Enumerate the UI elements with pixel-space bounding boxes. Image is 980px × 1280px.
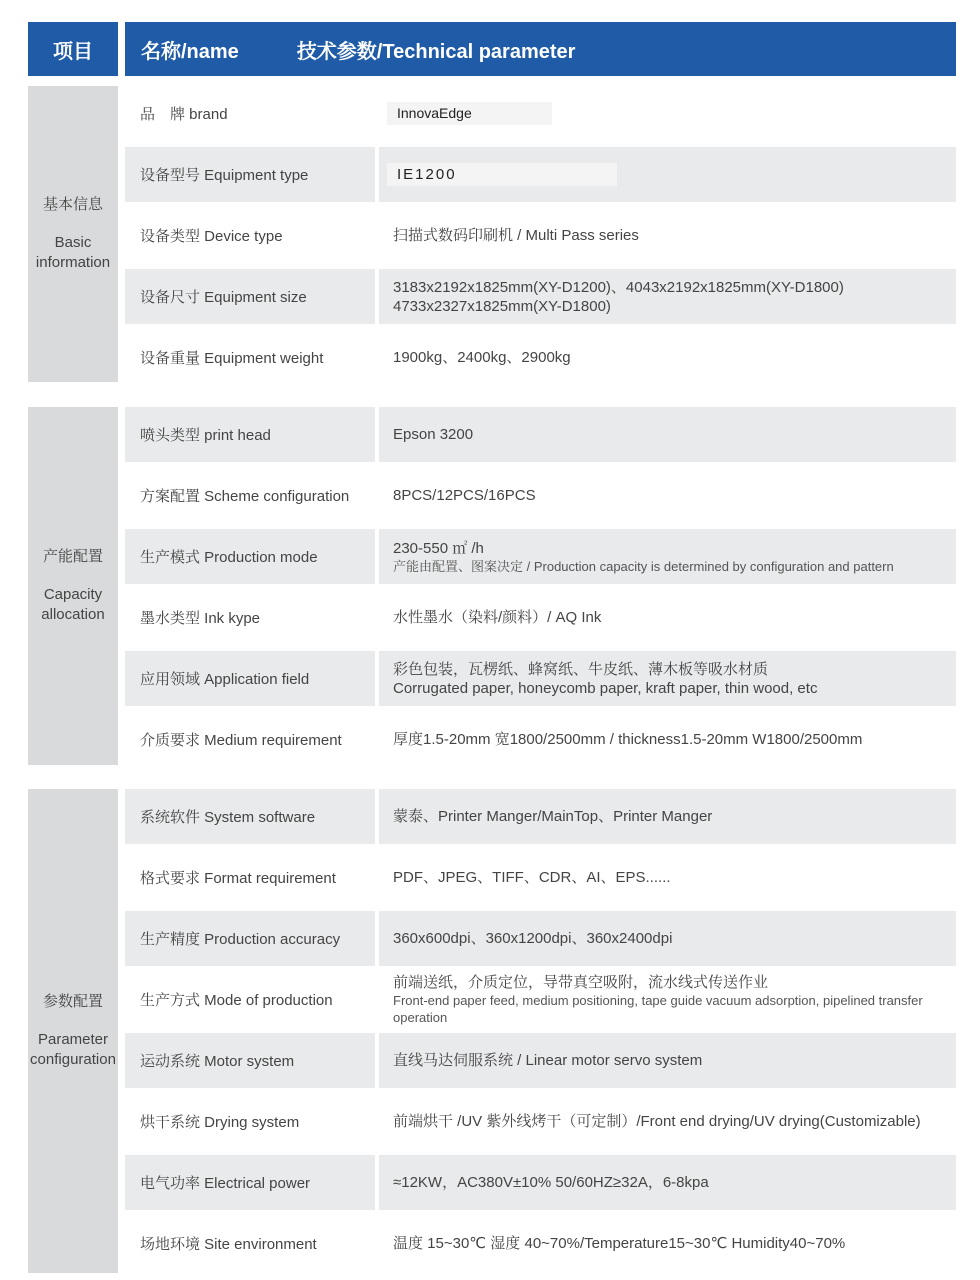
row-value <box>379 86 956 141</box>
row-value-note: 产能由配置、图案决定 / Production capacity is determined by configuration and pattern <box>393 558 894 574</box>
section-label-en: Basic <box>54 234 92 251</box>
row-name: 生产精度 Production accuracy <box>125 911 375 966</box>
row-value <box>379 147 956 202</box>
brand-value: InnovaEdge <box>387 102 552 125</box>
row-value-line: 4733x2327x1825mm(XY-D1800) <box>393 297 611 315</box>
row-name: 设备类型 Device type <box>140 228 283 245</box>
section-label-en: Capacity <box>43 586 103 603</box>
row-value-line: 3183x2192x1825mm(XY-D1200)、4043x2192x1825mm(XY-D1800) <box>393 278 844 296</box>
row-value: 水性墨水（染料/颜料）/ AQ Ink <box>393 609 602 626</box>
section-label-zh: 参数配置 <box>42 993 103 1010</box>
row-value: 蒙泰、Printer Manger/MainTop、Printer Manger <box>379 789 956 844</box>
table-row <box>125 651 956 712</box>
section-label <box>28 407 118 765</box>
section-basic-information <box>28 86 956 382</box>
table-row <box>125 269 956 330</box>
row-name: 生产方式 Mode of production <box>140 992 333 1009</box>
row-name: 系统软件 System software <box>125 789 375 844</box>
header-item-label: 项目 <box>53 40 93 63</box>
section-parameter-configuration <box>28 789 956 1273</box>
section-label-en: Parameter <box>37 1031 109 1048</box>
row-value: 温度 15~30℃ 湿度 40~70%/Temperature15~30℃ Humidity40~70% <box>393 1235 846 1252</box>
table-row <box>125 911 956 972</box>
row-name: 应用领域 Application field <box>125 651 375 706</box>
row-name: 喷头类型 print head <box>125 407 375 462</box>
row-value: Epson 3200 <box>379 407 956 462</box>
section-label-en: allocation <box>41 606 105 623</box>
section-label <box>28 86 118 382</box>
row-value-line: 彩色包装，瓦楞纸、蜂窝纸、牛皮纸、薄木板等吸水材质 <box>393 660 769 678</box>
table-row <box>125 712 956 773</box>
row-value: ≈12KW，AC380V±10% 50/60HZ≥32A，6-8kpa <box>379 1155 956 1210</box>
table-row <box>125 789 956 850</box>
header-name-param-column <box>125 22 956 76</box>
row-value <box>379 651 956 706</box>
row-value <box>379 529 956 584</box>
table-row <box>125 1033 956 1094</box>
table-row <box>125 1155 956 1216</box>
row-name: 生产模式 Production mode <box>125 529 375 584</box>
row-name: 设备尺寸 Equipment size <box>125 269 375 324</box>
header-param-label: 技术参数/Technical parameter <box>296 40 576 63</box>
row-name: 墨水类型 Ink kype <box>140 610 261 627</box>
row-value: 扫描式数码印刷机 / Multi Pass series <box>393 227 639 244</box>
table-row <box>125 529 956 590</box>
section-capacity-allocation <box>28 407 956 765</box>
section-label-zh: 产能配置 <box>42 548 103 565</box>
row-name: 介质要求 Medium requirement <box>140 732 342 749</box>
section-label-en: configuration <box>30 1051 116 1068</box>
row-value: 8PCS/12PCS/16PCS <box>393 487 536 504</box>
table-row <box>125 147 956 208</box>
row-name: 格式要求 Format requirement <box>140 870 336 887</box>
row-value: 直线马达伺服系统 / Linear motor servo system <box>379 1033 956 1088</box>
row-value: PDF、JPEG、TIFF、CDR、AI、EPS...... <box>393 869 671 886</box>
row-name: 设备重量 Equipment weight <box>140 350 324 367</box>
table-row <box>125 972 956 1033</box>
section-label <box>28 789 118 1273</box>
table-row <box>125 407 956 468</box>
row-value <box>379 269 956 324</box>
header-item-column <box>28 22 118 76</box>
row-value-line: 230-550 ㎡ /h <box>393 539 484 557</box>
table-row <box>125 330 956 391</box>
row-value: 厚度1.5-20mm 宽1800/2500mm / thickness1.5-20mm W1800/2500mm <box>393 731 863 748</box>
row-value <box>379 972 956 1027</box>
table-row <box>125 1216 956 1277</box>
table-row <box>125 1094 956 1155</box>
row-name: 设备型号 Equipment type <box>125 147 375 202</box>
section-rows <box>125 86 956 391</box>
row-name: 运动系统 Motor system <box>125 1033 375 1088</box>
row-value: 1900kg、2400kg、2900kg <box>393 349 571 366</box>
section-label-zh: 基本信息 <box>42 196 103 213</box>
equipment-type-value: IE1200 <box>387 163 617 186</box>
row-value-line: 前端送纸，介质定位，导带真空吸附，流水线式传送作业 <box>393 974 769 991</box>
section-label-en: information <box>35 254 111 271</box>
row-name: 场地环境 Site environment <box>140 1236 317 1253</box>
table-row <box>125 86 956 147</box>
row-name: 品 牌 brand <box>140 106 228 123</box>
table-row <box>125 468 956 529</box>
table-row <box>125 590 956 651</box>
table-row <box>125 850 956 911</box>
row-name: 方案配置 Scheme configuration <box>140 488 350 505</box>
row-value-line: Corrugated paper, honeycomb paper, kraft paper, thin wood, etc <box>393 679 818 697</box>
header-name-label: 名称/name <box>141 40 239 63</box>
table-row <box>125 208 956 269</box>
row-value: 360x600dpi、360x1200dpi、360x2400dpi <box>379 911 956 966</box>
row-name: 电气功率 Electrical power <box>125 1155 375 1210</box>
section-rows <box>125 789 956 1277</box>
row-value-note: Front-end paper feed, medium positioning, tape guide vacuum adsorption, pipelined transfer operation <box>393 993 923 1025</box>
section-rows <box>125 407 956 773</box>
row-name: 烘干系统 Drying system <box>140 1114 300 1131</box>
table-header <box>28 22 956 76</box>
row-value: 前端烘干 /UV 紫外线烤干（可定制）/Front end drying/UV drying(Customizable) <box>393 1113 921 1130</box>
